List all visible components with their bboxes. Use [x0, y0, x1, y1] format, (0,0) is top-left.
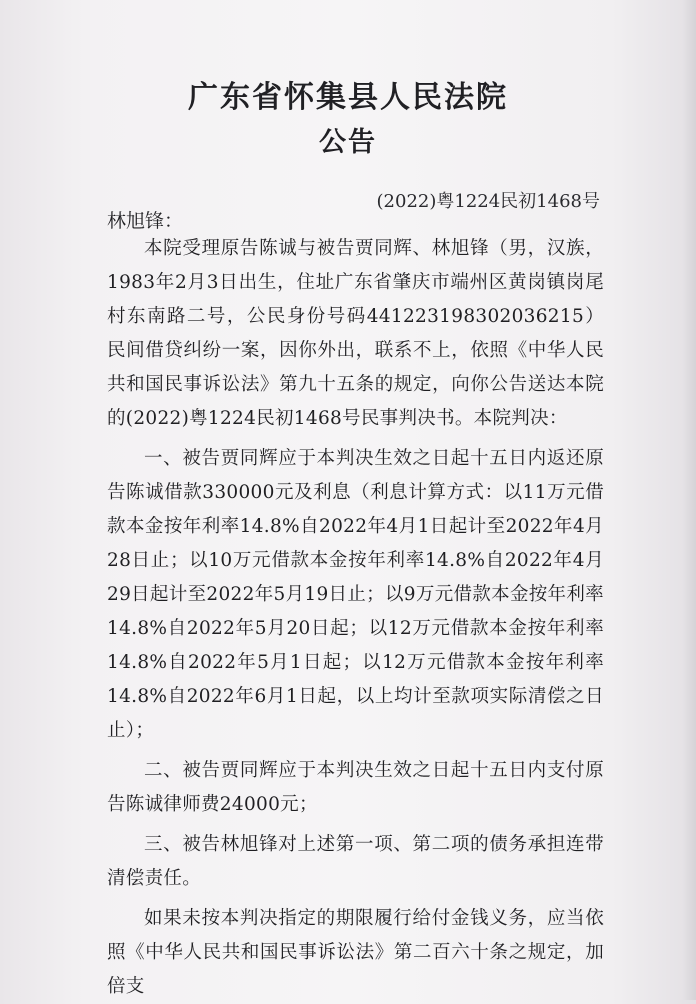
case-number: (2022)粤1224民初1468号	[376, 191, 600, 212]
paragraph-judgment-2: 二、被告贾同辉应于本判决生效之日起十五日内支付原告陈诚律师费24000元；	[107, 760, 604, 815]
notice-subtitle: 公告	[319, 127, 377, 158]
addressee: 林旭锋：	[107, 210, 184, 232]
paragraph-intro: 本院受理原告陈诚与被告贾同辉、林旭锋（男，汉族，1983年2月3日出生，住址广东省肇庆市端州区黄岗镇岗尾村东南路二号，公民身份号码441223198302036215）民间借贷纠纷一案，因你外出，联系不上，依照《中华人民共和国民事诉讼法》第九十五条的规定，向你公告送达本院的(2022)粤1224民初1468号民事判决书。本院判决：	[107, 238, 604, 429]
paragraph-judgment-3: 三、被告林旭锋对上述第一项、第二项的债务承担连带清偿责任。	[107, 834, 604, 889]
paragraph-judgment-1: 一、被告贾同辉应于本判决生效之日起十五日内返还原告陈诚借款330000元及利息（利息计算方式：以11万元借款本金按年利率14.8%自2022年4月1日起计至2022年4月28日止；以10万元借款本金按年利率14.8%自2022年4月29日起计至2022年5月19日止；以9万元借款本金按年利率14.8%自2022年5月20日起；以12万元借款本金按年利率14.8%自2022年5月1日起；以12万元借款本金按年利率14.8%自2022年6月1日起，以上均计至款项实际清偿之日止）；	[107, 448, 604, 741]
court-name-title: 广东省怀集县人民法院	[188, 80, 508, 115]
paragraph-enforcement: 如果未按本判决指定的期限履行给付金钱义务，应当依照《中华人民共和国民事诉讼法》第二百六十条之规定，加倍支	[107, 908, 604, 997]
notice-body	[107, 232, 604, 1004]
